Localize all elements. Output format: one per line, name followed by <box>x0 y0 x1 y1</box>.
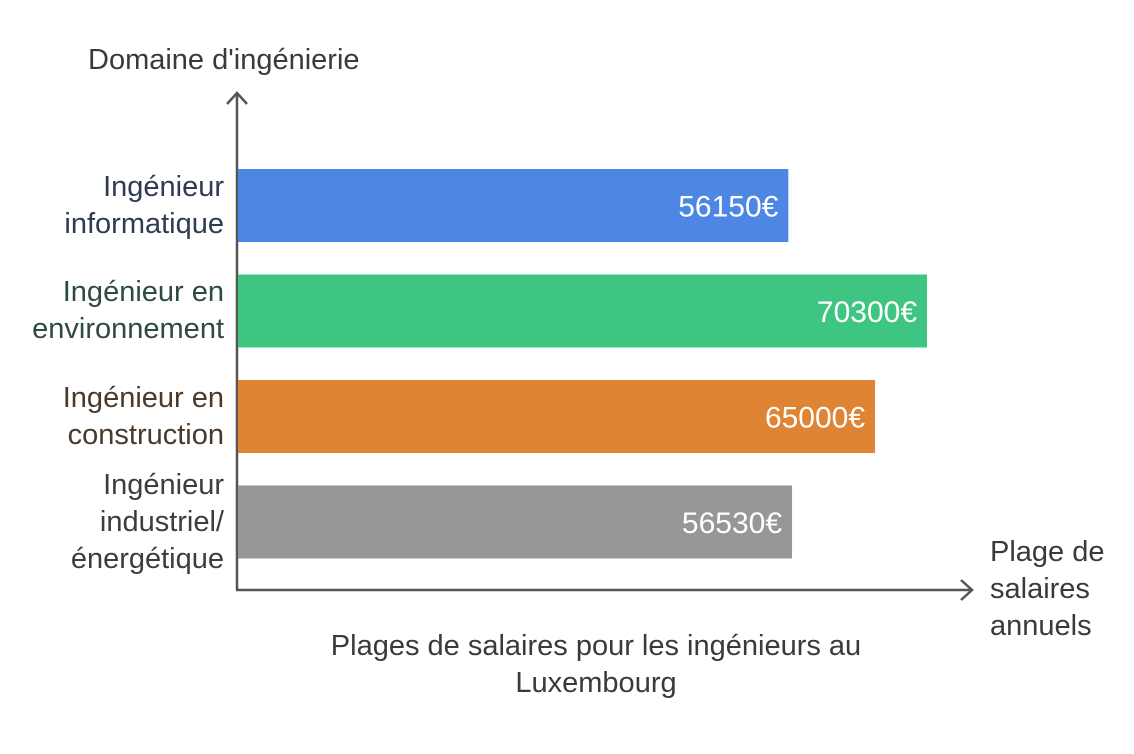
category-label: Ingénieur industriel/ énergétique <box>70 468 224 575</box>
chart-title: Plages de salaires pour les ingénieurs au Luxembourg <box>330 630 862 699</box>
bar-value-label: 65000€ <box>764 401 866 435</box>
category-label: Ingénieur en construction <box>62 381 224 451</box>
bar-value-label: 70300€ <box>816 296 917 329</box>
bar-value-label: 56150€ <box>678 190 779 224</box>
y-axis-title: Domaine d'ingénierie <box>88 44 360 76</box>
category-label: Ingénieur informatique <box>64 170 224 240</box>
bars <box>238 169 927 559</box>
bar-value-label: 56530€ <box>681 507 783 540</box>
x-axis-title: Plage de salaires annuels <box>990 536 1105 642</box>
category-label: Ingénieur en environnement <box>32 276 224 345</box>
